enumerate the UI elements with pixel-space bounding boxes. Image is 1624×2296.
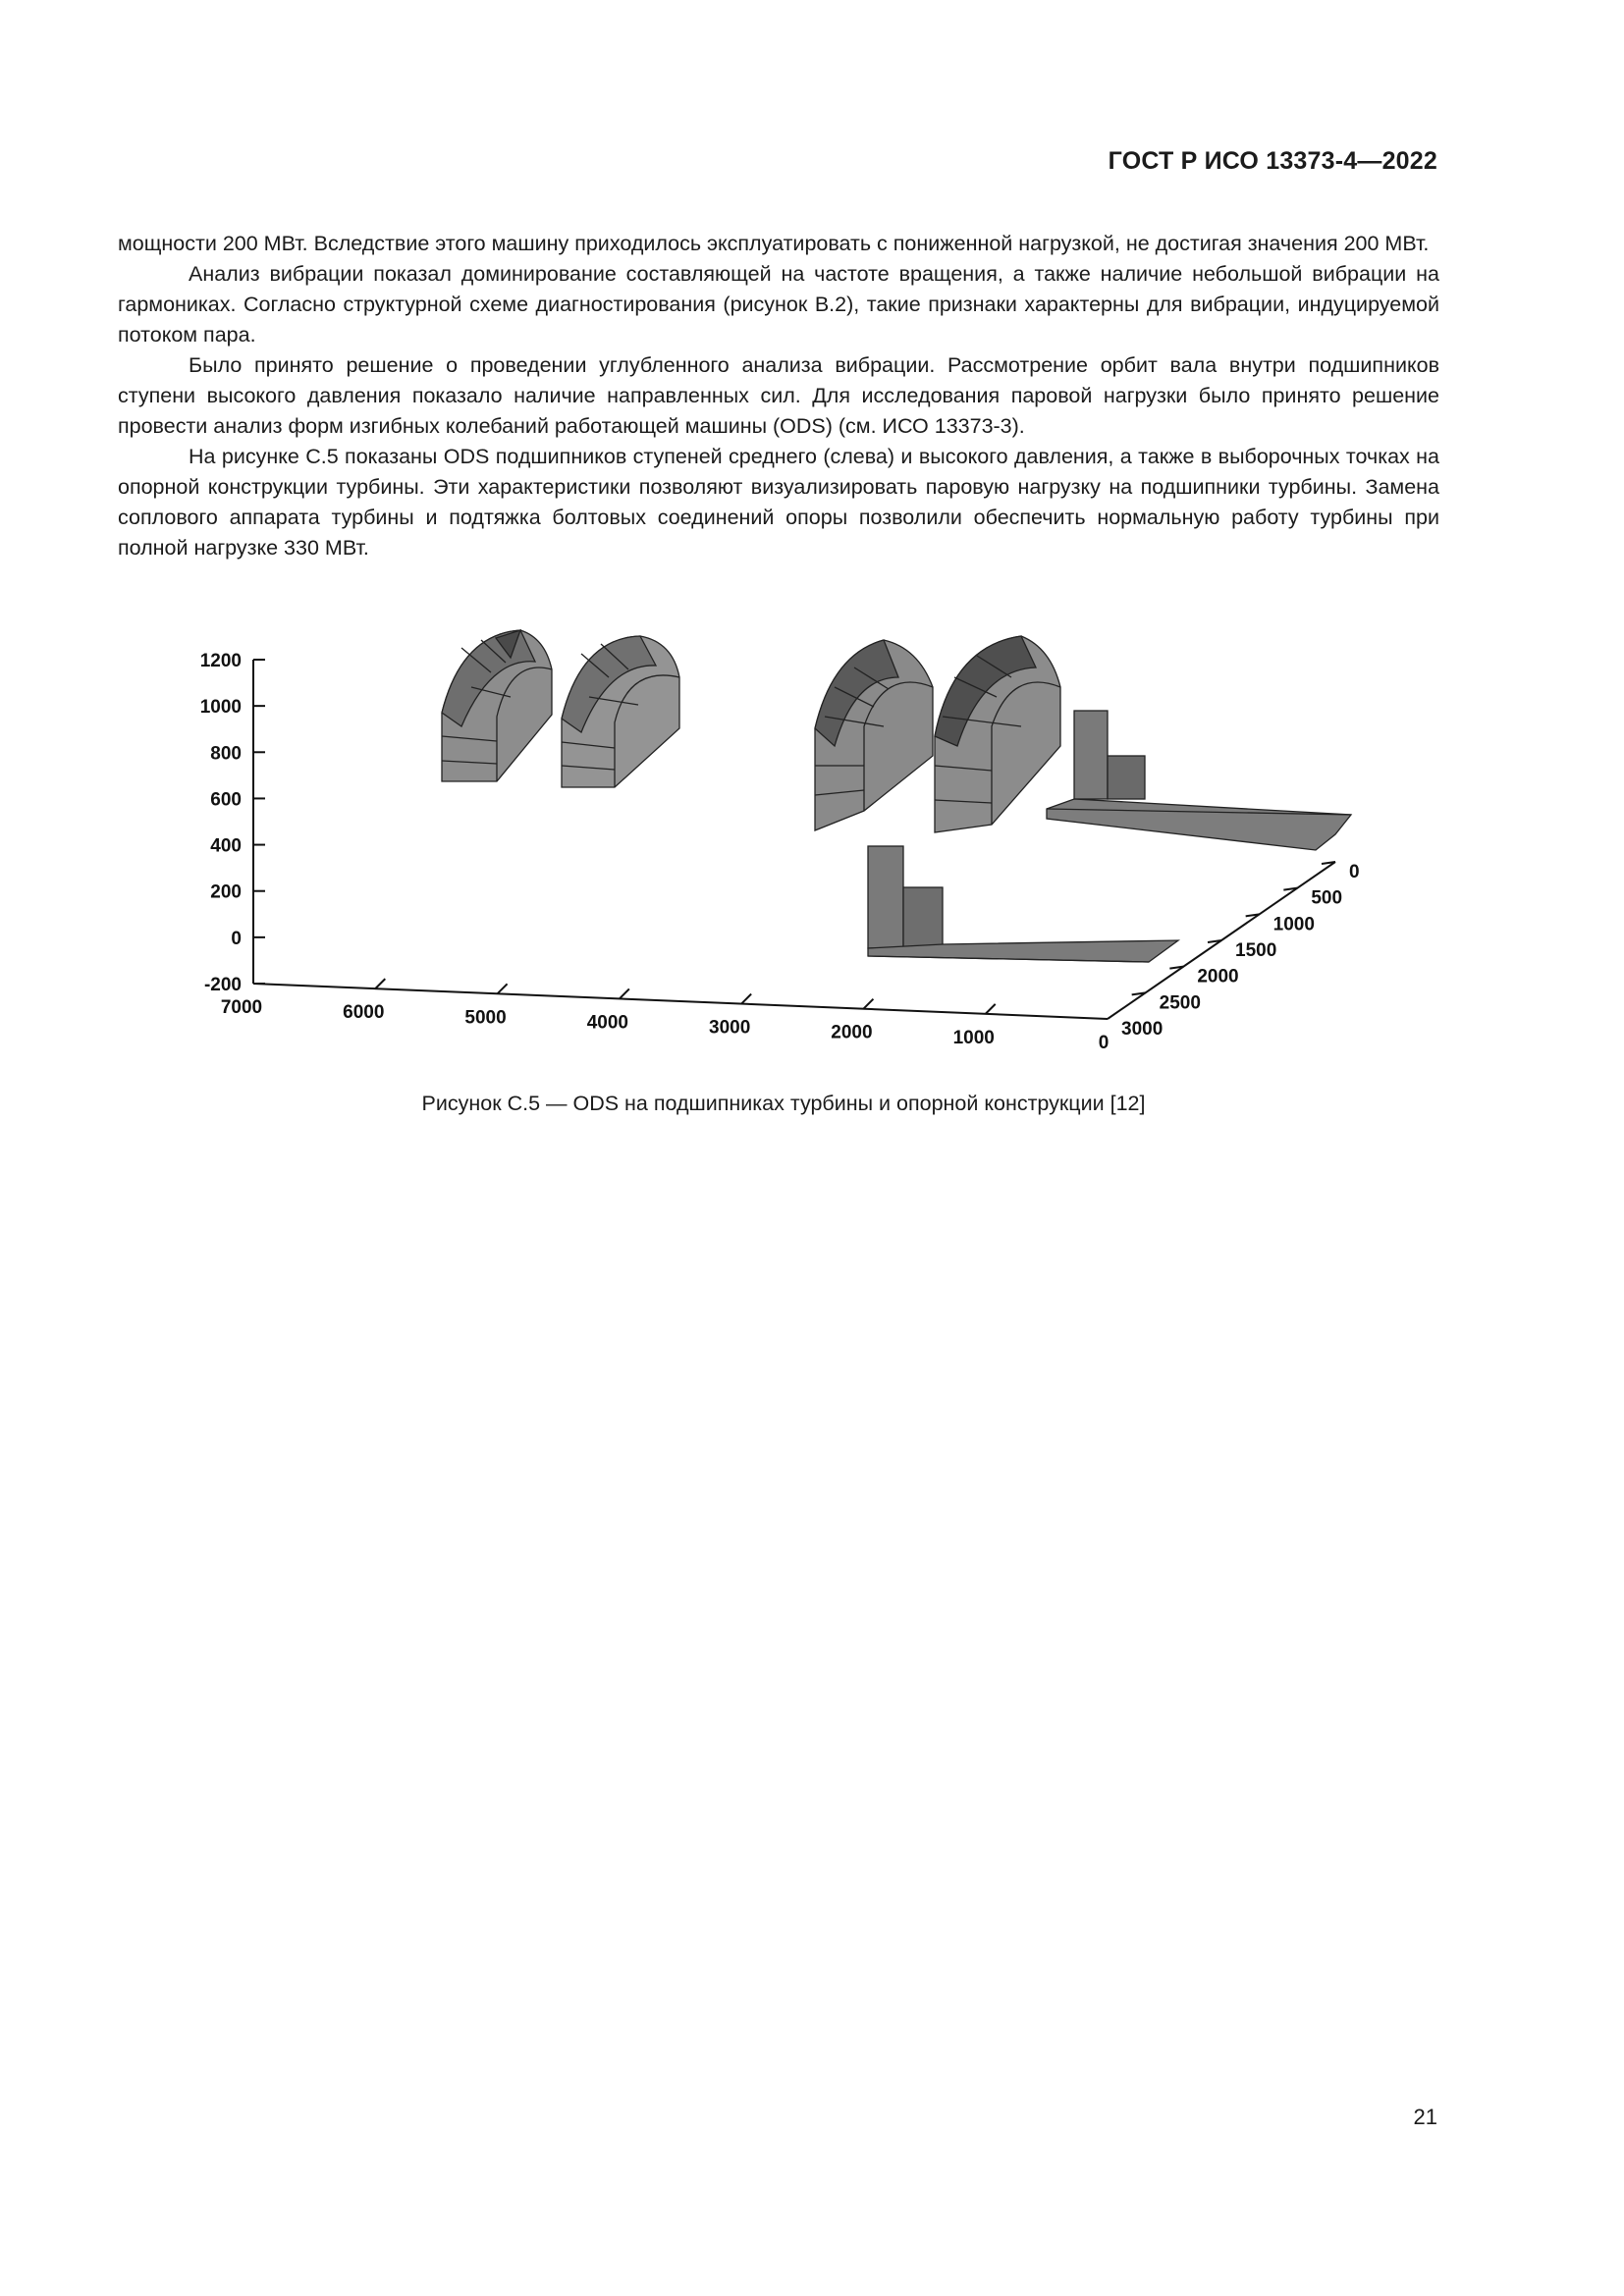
z-tick-label: 400 <box>210 835 242 857</box>
y-tick-label: 2500 <box>1159 992 1201 1014</box>
ods-figure <box>0 618 1624 1080</box>
x-tick-mark <box>741 994 751 1004</box>
x-tick-label: 4000 <box>586 1012 628 1034</box>
page-number: 21 <box>1413 2105 1437 2129</box>
x-tick-mark <box>986 1004 996 1014</box>
support-bar <box>1108 756 1145 799</box>
document-id-header: ГОСТ Р ИСО 13373-4—2022 <box>1108 147 1437 175</box>
z-tick-label: 600 <box>210 789 242 811</box>
ods-3d-plot <box>0 618 1624 1080</box>
x-tick-mark <box>498 984 508 993</box>
ods-arch-high-pressure <box>815 636 1060 832</box>
y-tick-label: 0 <box>1349 862 1360 882</box>
z-tick-label: 1000 <box>199 697 242 719</box>
support-strip <box>1047 799 1351 850</box>
support-bar <box>868 846 903 948</box>
x-tick-mark <box>620 988 629 998</box>
x-tick-label: 5000 <box>464 1007 507 1029</box>
ods-arch-intermediate-pressure <box>442 630 679 787</box>
paragraph-1: мощности 200 МВт. Вследствие этого машину приходилось эксплуатировать с пониженной нагрузкой, не достигая значения 200 МВт. <box>118 232 1430 255</box>
x-tick-mark <box>863 999 873 1009</box>
support-bar <box>1074 711 1108 799</box>
y-tick-label: 2000 <box>1197 966 1239 988</box>
x-tick-label: 7000 <box>220 997 263 1018</box>
z-tick-label: 1200 <box>199 651 242 671</box>
x-tick-label: 3000 <box>709 1017 751 1039</box>
z-axis-ticks <box>200 651 265 995</box>
figure-caption: Рисунок С.5 — ODS на подшипниках турбины и опорной конструкции [12] <box>421 1092 1146 1115</box>
paragraph-4: На рисунке С.5 показаны ODS подшипников ступеней среднего (слева) и высокого давления, а также в выборочных точках на опорной конструкции турбины. Эти характеристики позволяют визуализировать паровую нагрузку на подшипники турбины. Замена соплового аппарата турбины и подтяжка болтовых соединений опоры позволили обеспечить нормальную работу турбины при полной нагрузке 330 МВт. <box>118 445 1439 560</box>
z-tick-label: 800 <box>210 743 242 765</box>
paragraph-2: Анализ вибрации показал доминирование составляющей на частоте вращения, а также наличие небольшой вибрации на гармониках. Согласно структурной схеме диагностирования (рисунок В.2), такие признаки характерны для вибрации, индуцируемой потоком пара. <box>118 262 1439 347</box>
x-tick-label: 2000 <box>831 1022 873 1043</box>
y-tick-label: 1000 <box>1272 914 1315 935</box>
z-tick-label: 200 <box>210 881 242 903</box>
y-tick-label: 3000 <box>1121 1019 1164 1040</box>
z-tick-label: 0 <box>231 928 242 949</box>
body-text <box>118 229 1439 563</box>
plot-axes <box>253 660 1335 1019</box>
x-tick-mark <box>375 979 385 988</box>
x-tick-label: 6000 <box>343 1002 385 1024</box>
x-tick-label: 1000 <box>952 1027 995 1048</box>
x-tick-label: 0 <box>1098 1033 1110 1053</box>
support-bar <box>903 887 943 948</box>
y-tick-label: 1500 <box>1235 940 1277 961</box>
paragraph-3: Было принято решение о проведении углубленного анализа вибрации. Рассмотрение орбит вала внутри подшипников ступени высокого давления показало наличие направленных сил. Для исследования паровой нагрузки было принято решение провести анализ форм изгибных колебаний работающей машины (ODS) (см. ИСО 13373-3). <box>118 353 1439 438</box>
y-tick-label: 500 <box>1311 887 1343 909</box>
x-axis-ticks <box>221 979 1109 1053</box>
z-tick-label: -200 <box>203 975 242 995</box>
